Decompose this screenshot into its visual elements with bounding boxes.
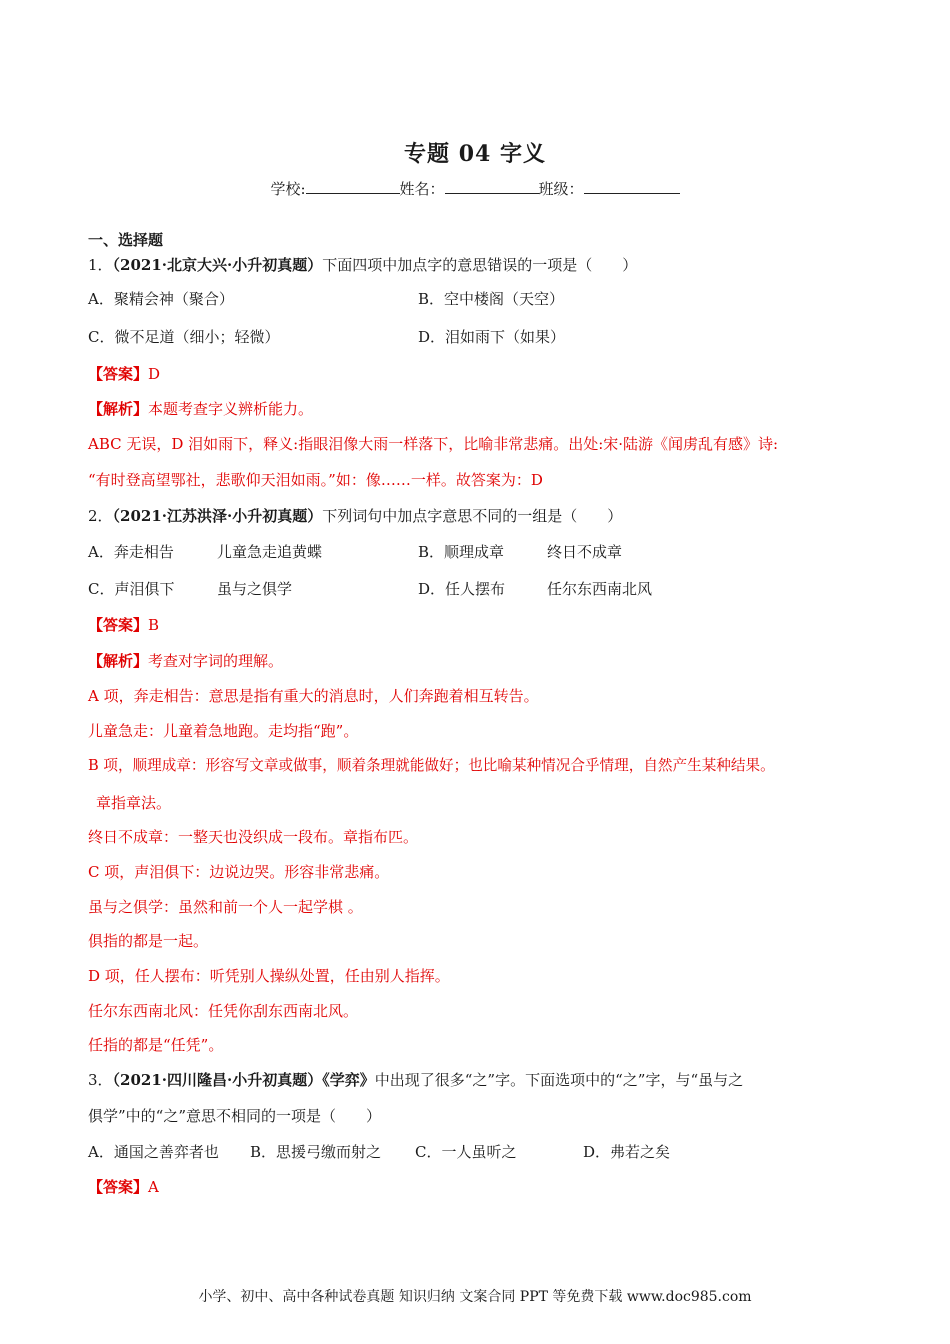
answer-value: D (148, 365, 161, 383)
name-blank (445, 179, 539, 194)
q2-option-b-2: 终日不成章 (547, 543, 623, 561)
question-3 (88, 1069, 743, 1090)
q2-option-c: C．声泪俱下 (88, 580, 175, 598)
class-blank (584, 179, 680, 194)
answer-value: A (148, 1178, 159, 1196)
question-source: （2021·四川隆昌·小升初真题） (112, 1071, 323, 1089)
q1-option-b: B．空中楼阁（天空） (418, 290, 565, 308)
page-footer: 小学、初中、高中各种试卷真题 知识归纳 文案合同 PPT 等免费下载 www.doc985.com (198, 1289, 752, 1305)
section-heading: 一、选择题 (88, 231, 164, 249)
q3-option-a: A．通国之善弈者也 (88, 1143, 219, 1161)
q2-explanation-line: 终日不成章：一整天也没织成一段布。章指布匹。 (88, 828, 419, 846)
school-blank (306, 179, 400, 194)
q2-option-d-2: 任尔东西南北风 (547, 580, 653, 598)
analysis-text: 本题考查字义辨析能力。 (148, 400, 314, 418)
q2-option-d: D．任人摆布 (418, 580, 506, 598)
question-source: （2021·江苏洪泽·小升初真题） (112, 507, 323, 525)
question-number: 2． (88, 507, 113, 525)
q1-answer (88, 363, 160, 384)
q3-option-b: B．思援弓缴而射之 (250, 1143, 382, 1161)
q2-explanation-line: B 项，顺理成章：形容写文章或做事，顺着条理就能做好；也比喻某种情况合乎情理，自然产生某种结果。 (88, 757, 775, 774)
name-label: 姓名： (399, 180, 445, 198)
question-2 (88, 505, 622, 526)
question-text: 下面四项中加点字的意思错误的一项是（ ） (322, 256, 638, 274)
student-info-line (0, 178, 950, 199)
q2-option-a-2: 儿童急走追黄蝶 (217, 543, 323, 561)
q1-analysis (88, 398, 313, 419)
school-label: 学校: (270, 180, 306, 198)
answer-label: 【答案】 (88, 616, 149, 634)
q2-option-a: A．奔走相告 (88, 543, 174, 561)
question-text: 中出现了很多“之”字。下面选项中的“之”字，与“虽与之 (374, 1071, 744, 1089)
q2-explanation-line: 章指章法。 (96, 794, 172, 812)
q3-option-d: D．弗若之矣 (583, 1143, 671, 1161)
question-number: 3． (88, 1071, 113, 1089)
q1-explanation-2: “有时登高望鄂社，悲歌仰天泪如雨。”如：像……一样。故答案为：D (88, 471, 543, 489)
q2-option-b: B．顺理成章 (418, 543, 505, 561)
analysis-label: 【解析】 (88, 652, 149, 670)
question-number: 1． (88, 256, 113, 274)
q2-explanation-line: D 项，任人摆布：听凭别人操纵处置，任由别人指挥。 (88, 967, 450, 985)
q3-answer (88, 1176, 159, 1197)
question-source: （2021·北京大兴·小升初真题） (112, 256, 323, 274)
q2-explanation-line: 任指的都是“任凭”。 (88, 1036, 224, 1054)
q2-analysis (88, 650, 283, 671)
q1-option-c: C．微不足道（细小；轻微） (88, 328, 280, 346)
q2-explanation-line: C 项，声泪俱下：边说边哭。形容非常悲痛。 (88, 863, 390, 881)
answer-label: 【答案】 (88, 1178, 149, 1196)
answer-value: B (148, 616, 160, 634)
page-title: 专题 04 字义 (404, 141, 546, 167)
class-label: 班级： (538, 180, 584, 198)
q1-option-a: A．聚精会神（聚合） (88, 290, 234, 308)
answer-label: 【答案】 (88, 365, 149, 383)
q2-option-c-2: 虽与之俱学 (217, 580, 293, 598)
question-text: 下列词句中加点字意思不同的一组是（ ） (322, 507, 623, 525)
q1-explanation-1: ABC 无误，D 泪如雨下，释义:指眼泪像大雨一样落下，比喻非常悲痛。出处:宋·陆游《闻虏乱有感》诗: (88, 435, 779, 453)
analysis-text: 考查对字词的理解。 (148, 652, 284, 670)
question-1 (88, 254, 637, 275)
analysis-label: 【解析】 (88, 400, 149, 418)
question-3-continued: 俱学”中的“之”意思不相同的一项是（ ） (88, 1107, 382, 1125)
q2-explanation-line: A 项，奔走相告：意思是指有重大的消息时，人们奔跑着相互转告。 (88, 687, 539, 705)
q1-option-d: D．泪如雨下（如果） (418, 328, 566, 346)
q2-explanation-line: 虽与之俱学：虽然和前一个人一起学棋 。 (88, 898, 363, 916)
q2-explanation-line: 俱指的都是一起。 (88, 932, 209, 950)
q3-option-c: C．一人虽听之 (415, 1143, 517, 1161)
q2-explanation-line: 儿童急走：儿童着急地跑。走均指“跑”。 (88, 722, 359, 740)
question-book-title: 《学弈》 (322, 1071, 375, 1089)
q2-answer (88, 614, 159, 635)
q2-explanation-line: 任尔东西南北风：任凭你刮东西南北风。 (88, 1002, 359, 1020)
